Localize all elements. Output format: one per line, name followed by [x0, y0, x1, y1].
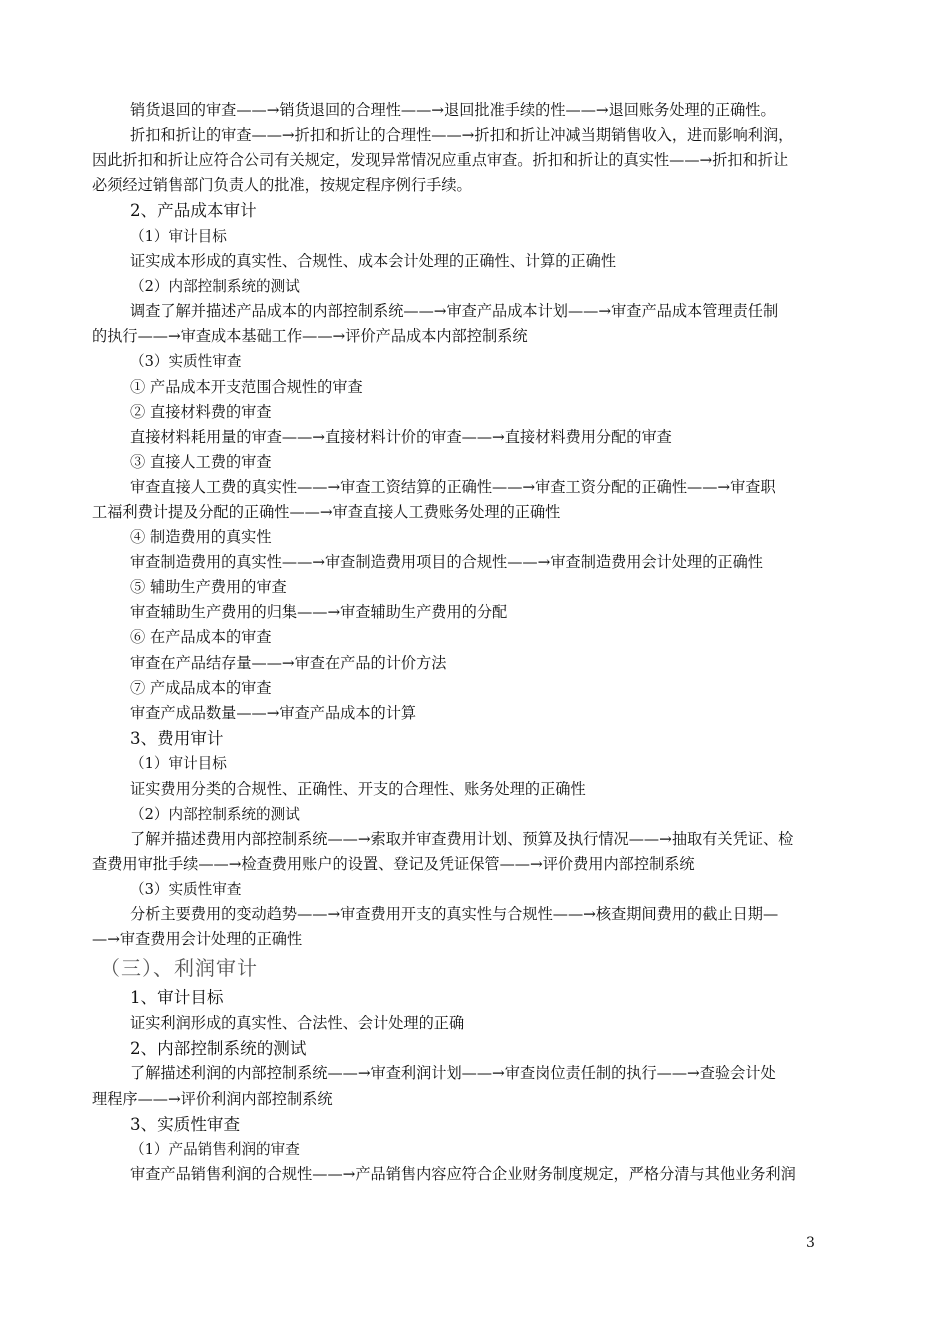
- subsection-heading: （2）内部控制系统的测试: [130, 278, 300, 296]
- text-line: 必须经过销售部门负责人的批准，按规定程序例行手续。: [92, 176, 472, 195]
- list-item: ⑤ 辅助生产费用的审查: [130, 578, 287, 597]
- section-heading: 2、内部控制系统的测试: [130, 1038, 307, 1058]
- text-line: 审查在产品结存量——→审查在产品的计价方法: [130, 653, 447, 672]
- text-line: 证实费用分类的合规性、正确性、开支的合理性、账务处理的正确性: [130, 779, 586, 798]
- text-line: 理程序——→评价利润内部控制系统: [92, 1089, 333, 1108]
- text-line: 因此折扣和折让应符合公司有关规定，发现异常情况应重点审查。折扣和折让的真实性——→折扣和折让: [92, 151, 789, 170]
- list-item: ① 产品成本开支范围合规性的审查: [130, 377, 363, 396]
- list-item: ④ 制造费用的真实性: [130, 528, 272, 547]
- text-line: 审查产品销售利润的合规性——→产品销售内容应符合企业财务制度规定，严格分清与其他业务利润: [130, 1165, 796, 1184]
- text-line: 审查辅助生产费用的归集——→审查辅助生产费用的分配: [130, 603, 508, 622]
- chapter-heading: （三）、利润审计: [100, 956, 258, 981]
- subsection-heading: （1）审计目标: [130, 755, 227, 773]
- subsection-heading: （2）内部控制系统的测试: [130, 805, 300, 823]
- page-body: [92, 98, 860, 1187]
- section-heading: 3、费用审计: [130, 728, 224, 748]
- page-number: 3: [806, 1235, 815, 1251]
- text-line: 直接材料耗用量的审查——→直接材料计价的审查——→直接材料费用分配的审查: [130, 427, 672, 446]
- text-line: 了解并描述费用内部控制系统——→索取并审查费用计划、预算及执行情况——→抽取有关凭证、检: [130, 829, 794, 848]
- list-item: ⑦ 产成品成本的审查: [130, 678, 272, 697]
- text-line: 证实成本形成的真实性、合规性、成本会计处理的正确性、计算的正确性: [130, 252, 616, 271]
- list-item: ⑥ 在产品成本的审查: [130, 628, 272, 647]
- text-line: 调查了解并描述产品成本的内部控制系统——→审查产品成本计划——→审查产品成本管理责任制: [130, 302, 779, 321]
- subsection-heading: （1）产品销售利润的审查: [130, 1141, 300, 1159]
- text-line: 工福利费计提及分配的正确性——→审查直接人工费账务处理的正确性: [92, 503, 561, 521]
- text-line: 了解描述利润的内部控制系统——→审查利润计划——→审查岗位责任制的执行——→查验会计处: [130, 1064, 776, 1083]
- text-line: 分析主要费用的变动趋势——→审查费用开支的真实性与合规性——→核查期间费用的截止日期—: [130, 905, 779, 923]
- section-heading: 2、产品成本审计: [130, 201, 257, 221]
- text-line: 查费用审批手续——→检查费用账户的设置、登记及凭证保管——→评价费用内部控制系统: [92, 854, 695, 873]
- section-heading: 3、实质性审查: [130, 1114, 241, 1134]
- list-item: ② 直接材料费的审查: [130, 402, 272, 421]
- text-line: 审查产成品数量——→审查产品成本的计算: [130, 703, 417, 722]
- text-line: 的执行——→审查成本基础工作——→评价产品成本内部控制系统: [92, 327, 528, 346]
- subsection-heading: （3）实质性审查: [130, 353, 242, 371]
- subsection-heading: （3）实质性审查: [130, 880, 242, 898]
- text-line: 审查直接人工费的真实性——→审查工资结算的正确性——→审查工资分配的正确性——→审查职: [130, 477, 776, 496]
- subsection-heading: （1）审计目标: [130, 227, 227, 245]
- list-item: ③ 直接人工费的审查: [130, 452, 272, 471]
- section-heading: 1、审计目标: [130, 988, 224, 1008]
- text-line: 证实利润形成的真实性、合法性、会计处理的正确: [130, 1013, 465, 1032]
- text-line: —→审查费用会计处理的正确性: [92, 930, 303, 949]
- text-line: 折扣和折让的审查——→折扣和折让的合理性——→折扣和折让冲减当期销售收入，进而影响利润，: [130, 126, 794, 145]
- text-line: 审查制造费用的真实性——→审查制造费用项目的合规性——→审查制造费用会计处理的正确性: [130, 553, 763, 572]
- text-line: 销货退回的审查——→销货退回的合理性——→退回批准手续的性——→退回账务处理的正确性。: [130, 101, 776, 119]
